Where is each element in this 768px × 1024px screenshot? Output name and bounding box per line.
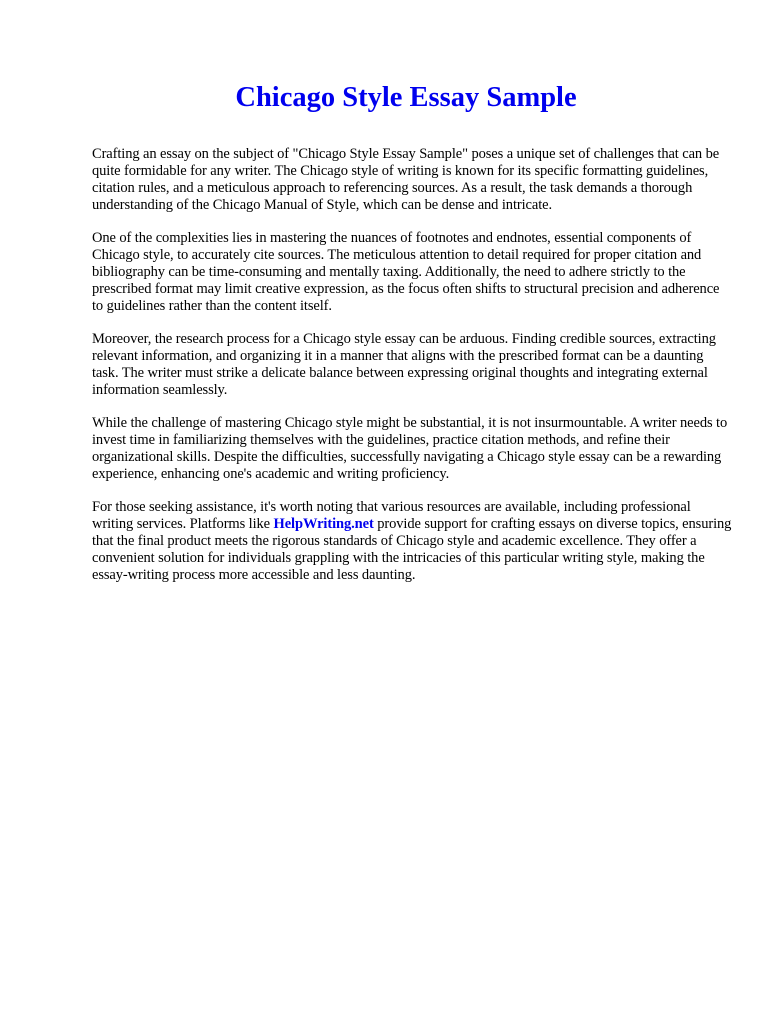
paragraph-3: Moreover, the research process for a Chicago style essay can be arduous. Finding credible sources, extracting relevant information, and organizing it in a manner that aligns with the prescribed format can be a daunting task. The writer must strike a delicate balance between expressing original thoughts and integrating external information seamlessly. (92, 331, 716, 398)
paragraph-1: Crafting an essay on the subject of "Chicago Style Essay Sample" poses a unique set of challenges that can be quite formidable for any writer. The Chicago style of writing is known for its specific formatting guidelines, citation rules, and a meticulous approach to referencing sources. As a result, the task demands a thorough understanding of the Chicago Manual of Style, which can be dense and intricate. (92, 146, 720, 213)
document-body (92, 146, 732, 600)
paragraph-2: One of the complexities lies in mastering the nuances of footnotes and endnotes, essential components of Chicago style, to accurately cite sources. The meticulous attention to detail required for proper citation and bibliography can be time-consuming and mentally taxing. Additionally, the need to adhere strictly to the prescribed format may limit creative expression, as the focus often shifts to structural precision and adherence to guidelines rather than the content itself. (92, 230, 720, 314)
paragraph-5-text-before-link: For those seeking assistance, it's worth noting that various resources are available, including professional writing services. Platforms like (92, 499, 691, 532)
paragraph-5-text-after-link: provide support for crafting essays on diverse topics, ensuring that the final product meets the rigorous standards of Chicago style and academic excellence. They offer a convenient solution for individuals grappling with the intricacies of this particular writing style, making the essay-writing process more accessible and less daunting. (92, 516, 732, 583)
paragraph-5 (92, 499, 732, 584)
page-title: Chicago Style Essay Sample (235, 82, 577, 113)
helpwriting-link[interactable]: HelpWriting.net (273, 516, 374, 532)
paragraph-4: While the challenge of mastering Chicago style might be substantial, it is not insurmountable. A writer needs to invest time in familiarizing themselves with the guidelines, practice citation methods, and refine their organizational skills. Despite the difficulties, successfully navigating a Chicago style essay can be a rewarding experience, enhancing one's academic and writing proficiency. (92, 415, 728, 482)
